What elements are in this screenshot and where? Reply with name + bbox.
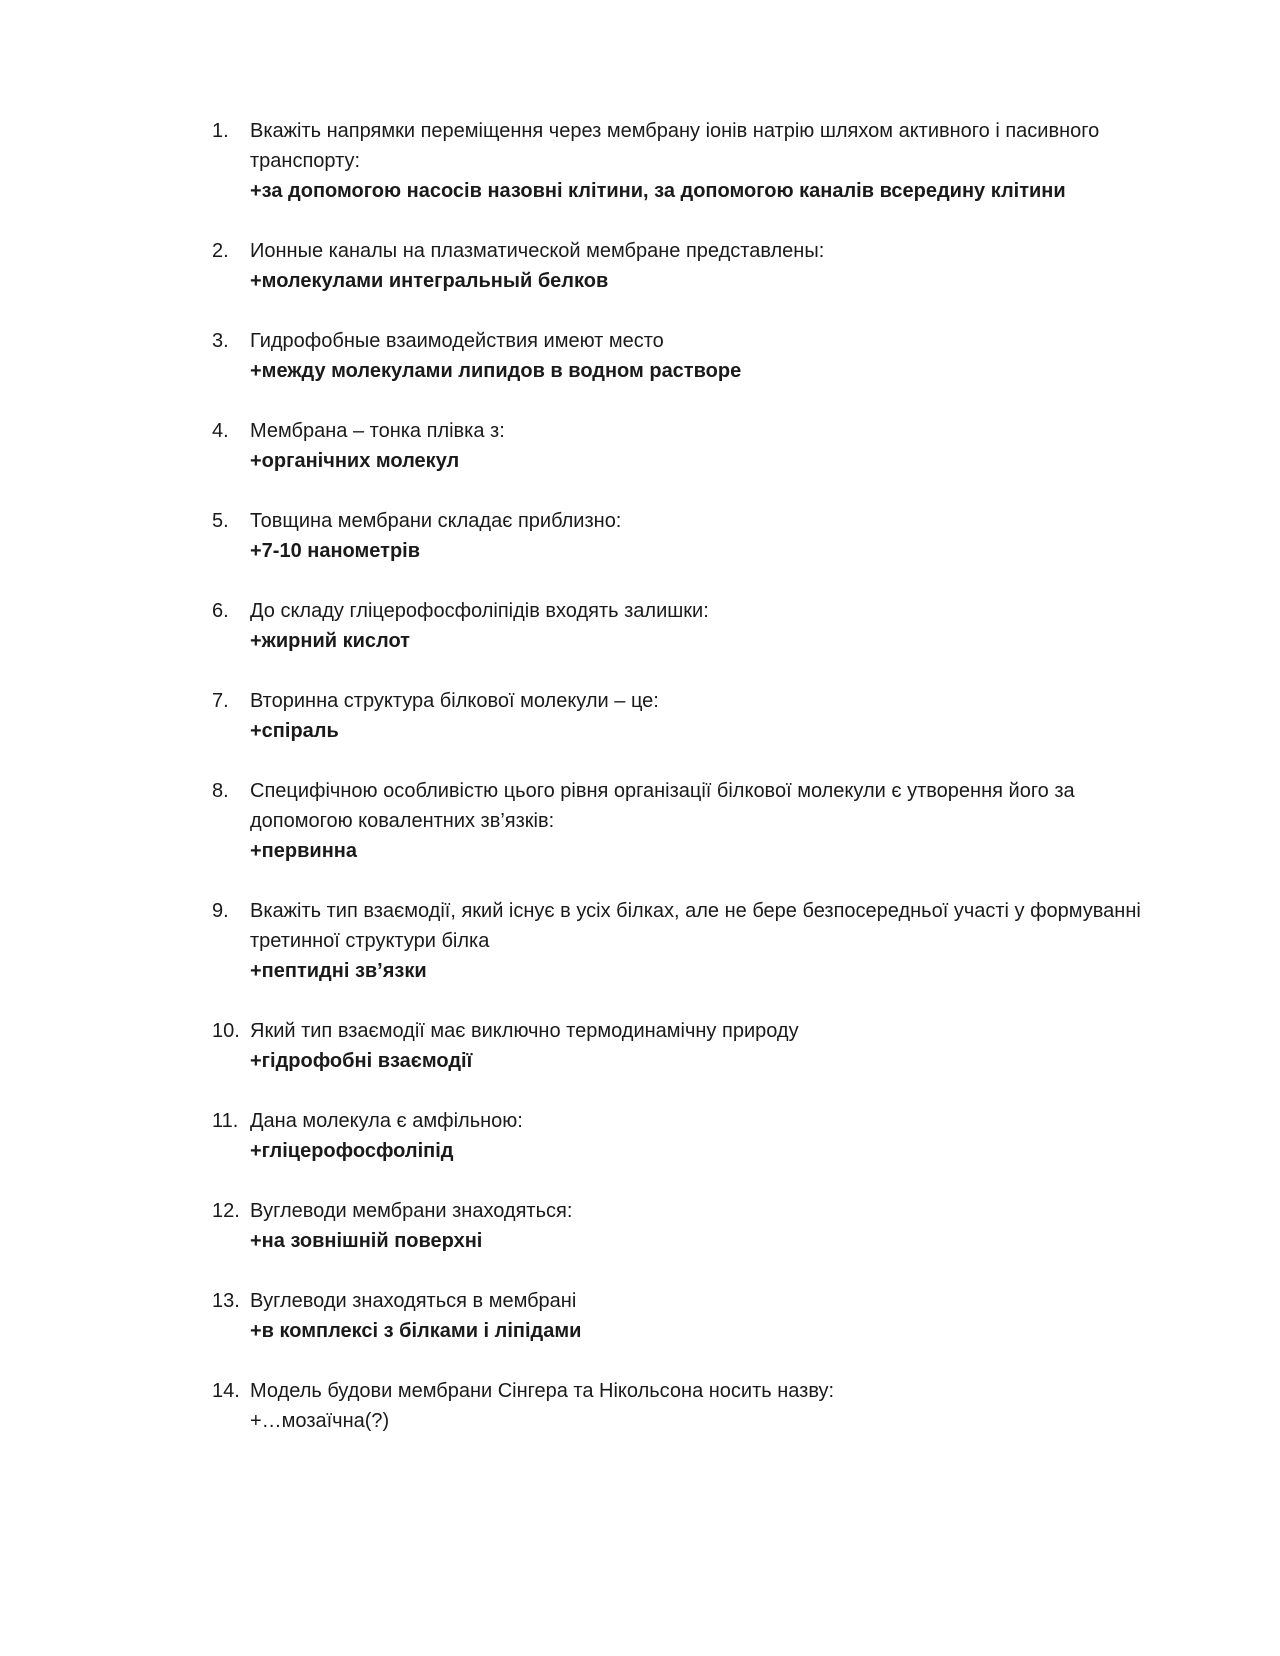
question-item-5 (212, 506, 1170, 566)
question-body (250, 1286, 1170, 1346)
question-text: Вкажіть тип взаємодії, який існує в усіх білках, але не бере безпосередньої участі у формуванні третинної структури білка (250, 900, 1141, 952)
question-body (250, 1196, 1170, 1256)
question-item-7 (212, 686, 1170, 746)
question-number: 9. (212, 900, 229, 922)
question-body (250, 896, 1170, 986)
question-number: 5. (212, 510, 229, 532)
question-body (250, 596, 1170, 656)
question-text: Дана молекула є амфільною: (250, 1110, 523, 1132)
question-number: 7. (212, 690, 229, 712)
question-body (250, 776, 1170, 866)
question-number: 11. (212, 1110, 239, 1132)
question-text: Специфічною особливістю цього рівня організації білкової молекули є утворення його за допомогою ковалентних зв’язків: (250, 780, 1075, 832)
question-text: Вторинна структура білкової молекули – це: (250, 690, 659, 712)
question-answer: +жирний кислот (250, 630, 410, 652)
question-body (250, 326, 1170, 386)
question-body (250, 506, 1170, 566)
question-answer: +пептидні зв’язки (250, 960, 427, 982)
question-number: 2. (212, 240, 229, 262)
question-answer: +за допомогою насосів назовні клітини, за допомогою каналів всередину клітини (250, 180, 1066, 202)
question-item-11 (212, 1106, 1170, 1166)
question-item-2 (212, 236, 1170, 296)
question-text: Вкажіть напрямки переміщення через мембрану іонів натрію шляхом активного і пасивного транспорту: (250, 120, 1100, 172)
question-answer: +между молекулами липидов в водном растворе (250, 360, 742, 382)
question-text: Модель будови мембрани Сінгера та Нікольсона носить назву: (250, 1380, 835, 1402)
question-number: 10. (212, 1020, 240, 1042)
question-text: Гидрофобные взаимодействия имеют место (250, 330, 664, 352)
question-answer: +органічних молекул (250, 450, 460, 472)
question-item-12 (212, 1196, 1170, 1256)
question-answer: +на зовнішній поверхні (250, 1230, 483, 1252)
question-body (250, 1376, 1170, 1436)
question-list (212, 116, 1170, 1436)
question-item-3 (212, 326, 1170, 386)
question-text: Товщина мембрани складає приблизно: (250, 510, 622, 532)
question-number: 13. (212, 1290, 240, 1312)
question-number: 8. (212, 780, 229, 802)
question-number: 12. (212, 1200, 240, 1222)
question-text: Який тип взаємодії має виключно термодинамічну природу (250, 1020, 799, 1042)
question-number: 1. (212, 120, 229, 142)
question-answer: +молекулами интегральный белков (250, 270, 609, 292)
question-number: 3. (212, 330, 229, 352)
question-answer: +7-10 нанометрів (250, 540, 421, 562)
question-number: 6. (212, 600, 229, 622)
question-answer: +гліцерофосфоліпід (250, 1140, 454, 1162)
question-item-10 (212, 1016, 1170, 1076)
question-item-13 (212, 1286, 1170, 1346)
question-answer: +гідрофобні взаємодії (250, 1050, 473, 1072)
question-text: Мембрана – тонка плівка з: (250, 420, 505, 442)
question-body (250, 236, 1170, 296)
question-number: 14. (212, 1380, 240, 1402)
question-item-4 (212, 416, 1170, 476)
question-item-6 (212, 596, 1170, 656)
question-body (250, 1106, 1170, 1166)
question-body (250, 116, 1170, 206)
question-number: 4. (212, 420, 229, 442)
question-body (250, 416, 1170, 476)
question-text: Вуглеводи знаходяться в мембрані (250, 1290, 577, 1312)
question-item-1 (212, 116, 1170, 206)
question-item-8 (212, 776, 1170, 866)
question-answer: +первинна (250, 840, 357, 862)
question-answer: +в комплексі з білками і ліпідами (250, 1320, 582, 1342)
question-text: До складу гліцерофосфоліпідів входять залишки: (250, 600, 709, 622)
question-body (250, 1016, 1170, 1076)
question-text: Вуглеводи мембрани знаходяться: (250, 1200, 573, 1222)
question-body (250, 686, 1170, 746)
question-item-14 (212, 1376, 1170, 1436)
question-item-9 (212, 896, 1170, 986)
question-text: Ионные каналы на плазматической мембране представлены: (250, 240, 825, 262)
question-answer: +спіраль (250, 720, 339, 742)
question-answer: +…мозаїчна(?) (250, 1410, 390, 1432)
